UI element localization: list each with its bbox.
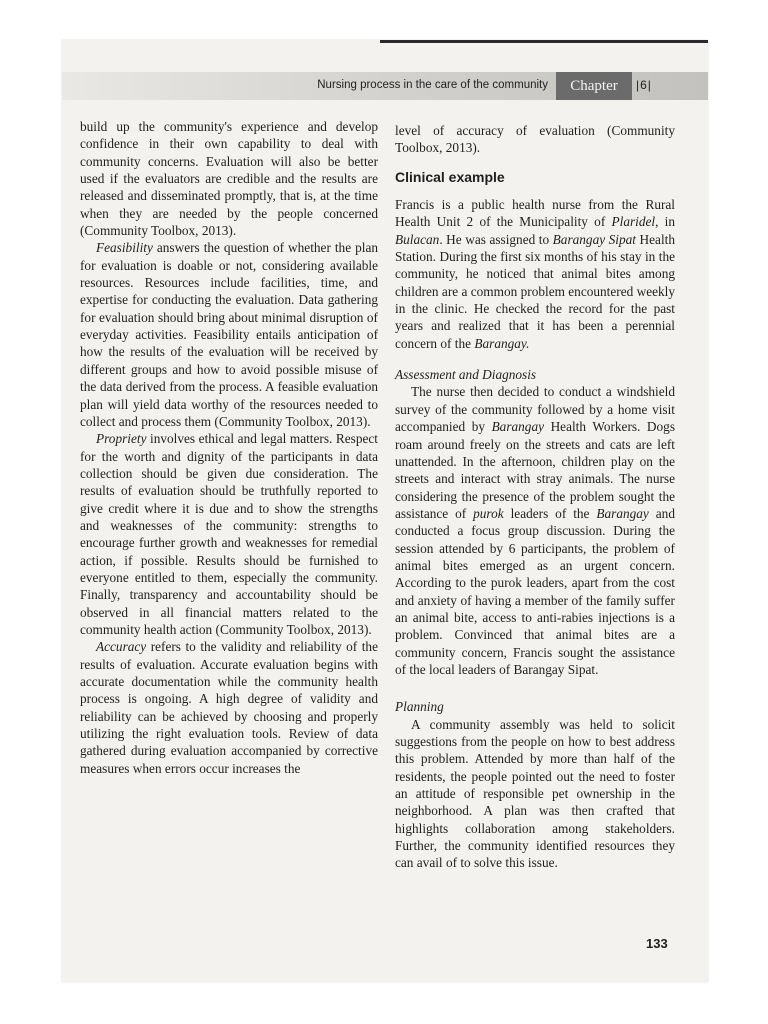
paragraph-assessment bbox=[395, 383, 675, 678]
place-plaridel: Plaridel bbox=[611, 214, 656, 230]
top-rule bbox=[380, 40, 708, 43]
term-barangay-1: Barangay bbox=[491, 419, 545, 435]
place-barangay-sipat: Barangay Sipat bbox=[552, 231, 636, 247]
running-title: Nursing process in the care of the community bbox=[317, 79, 548, 91]
paragraph-continued: level of accuracy of evaluation (Community Toolbox, 2013). bbox=[395, 123, 675, 156]
feasibility-text: answers the question of whether the plan for evaluation is doable or not, considering available resources. Resources include facilities, time, and expertise for conducting the evaluation. Data gathering for evaluation should bring about minimal disruption of everyday activities. Feasibility entails anticipation of how the results of the evaluation will be received by different groups and how to avoid possible misuse of the data derived from the process. A feasible evaluation plan will yield data worthy of the resources needed to collect and process them (Community Toolbox, 2013). bbox=[80, 240, 378, 429]
paragraph-clinical bbox=[395, 196, 675, 352]
paragraph-planning: A community assembly was held to solicit suggestions from the people on how to best address this problem. Attended by more than half of the residents, the people pointed out the need to foster an attitude of responsible pet ownership in the neighborhood. A plan was then crafted that highlights collaboration among stakeholders. Further, the community identified resources they can avail of to solve this issue. bbox=[395, 716, 675, 871]
term-accuracy: Accuracy bbox=[96, 639, 147, 655]
right-column bbox=[395, 122, 675, 872]
left-column bbox=[80, 118, 378, 777]
clinical-text-d: Health Station. During the first six months of his stay in the community, he noticed that animal bites among children are a common problem encountered weekly in the clinic. He checked the record for the past years and realized that it has been a perennial concern of the bbox=[395, 231, 675, 351]
term-purok: purok bbox=[473, 505, 504, 521]
assessment-text-a: The nurse then decided to conduct a windshield survey of the community followed by a home visit accompanied by bbox=[395, 384, 675, 435]
assessment-text-b: Health Workers. Dogs roam around freely on the streets and cats are left unattended. In the afternoon, children play on the streets and interact with stray animals. The nurse considering the presence of the problem sought the assistance of bbox=[395, 419, 675, 521]
clinical-text-a: Francis is a public health nurse from the Rural Health Unit 2 of the Municipality of bbox=[395, 197, 675, 230]
term-barangay-2: Barangay bbox=[596, 505, 649, 521]
paragraph-accuracy bbox=[80, 638, 378, 777]
assessment-text-c: leaders of the bbox=[503, 505, 597, 521]
clinical-text-b: , in bbox=[655, 214, 675, 230]
planning-heading: Planning bbox=[395, 699, 444, 715]
place-bulacan: Bulacan bbox=[395, 231, 440, 247]
paragraph-feasibility bbox=[80, 239, 378, 430]
chapter-number: |6| bbox=[636, 78, 652, 92]
assessment-heading: Assessment and Diagnosis bbox=[395, 367, 537, 383]
page-number: 133 bbox=[646, 936, 668, 951]
term-barangay: Barangay. bbox=[474, 335, 530, 351]
chapter-label: Chapter bbox=[556, 72, 632, 100]
accuracy-text: refers to the validity and reliability of the results of evaluation. Accurate evaluation begins with accurate documentation while the community health process is ongoing. A high degree of validity and reliability can be achieved by choosing and properly utilizing the right evaluation tools. Review of data gathered during evaluation accompanied by corrective measures when errors occur increases the bbox=[80, 639, 378, 776]
term-feasibility: Feasibility bbox=[96, 240, 153, 256]
assessment-text-d: and conducted a focus group discussion. During the session attended by 6 participants, the problem of animal bites emerged as an urgent concern. According to the purok leaders, apart from the cost and anxiety of having a member of the family suffer an animal bite, access to anti-rabies injections is a problem. Convinced that animal bites are a community concern, Francis sought the assistance of the local leaders of Barangay Sipat. bbox=[395, 505, 675, 677]
paragraph-propriety bbox=[80, 430, 378, 638]
clinical-example-heading: Clinical example bbox=[395, 168, 505, 185]
clinical-text-c: . He was assigned to bbox=[439, 231, 553, 247]
paragraph-intro: build up the community's experience and develop confidence in their own capability to deal with community concerns. Evaluation will also be better used if the evaluators are credible and the results are released and disseminated promptly, that is, at the time when they are needed by the people concerned (Community Toolbox, 2013). bbox=[80, 119, 378, 239]
term-propriety: Propriety bbox=[96, 431, 147, 447]
propriety-text: involves ethical and legal matters. Respect for the worth and dignity of the participants in data collection should be given due consideration. The results of evaluation should be truthfully reported to give credit where it is due and to show the strengths and weaknesses of the community: strengths to encourage further growth and weaknesses for remedial action, if possible. Results should be furnished to everyone entitled to them, especially the community. Finally, transparency and accountability should be observed in all financial matters related to the community health action (Community Toolbox, 2013). bbox=[80, 431, 378, 637]
